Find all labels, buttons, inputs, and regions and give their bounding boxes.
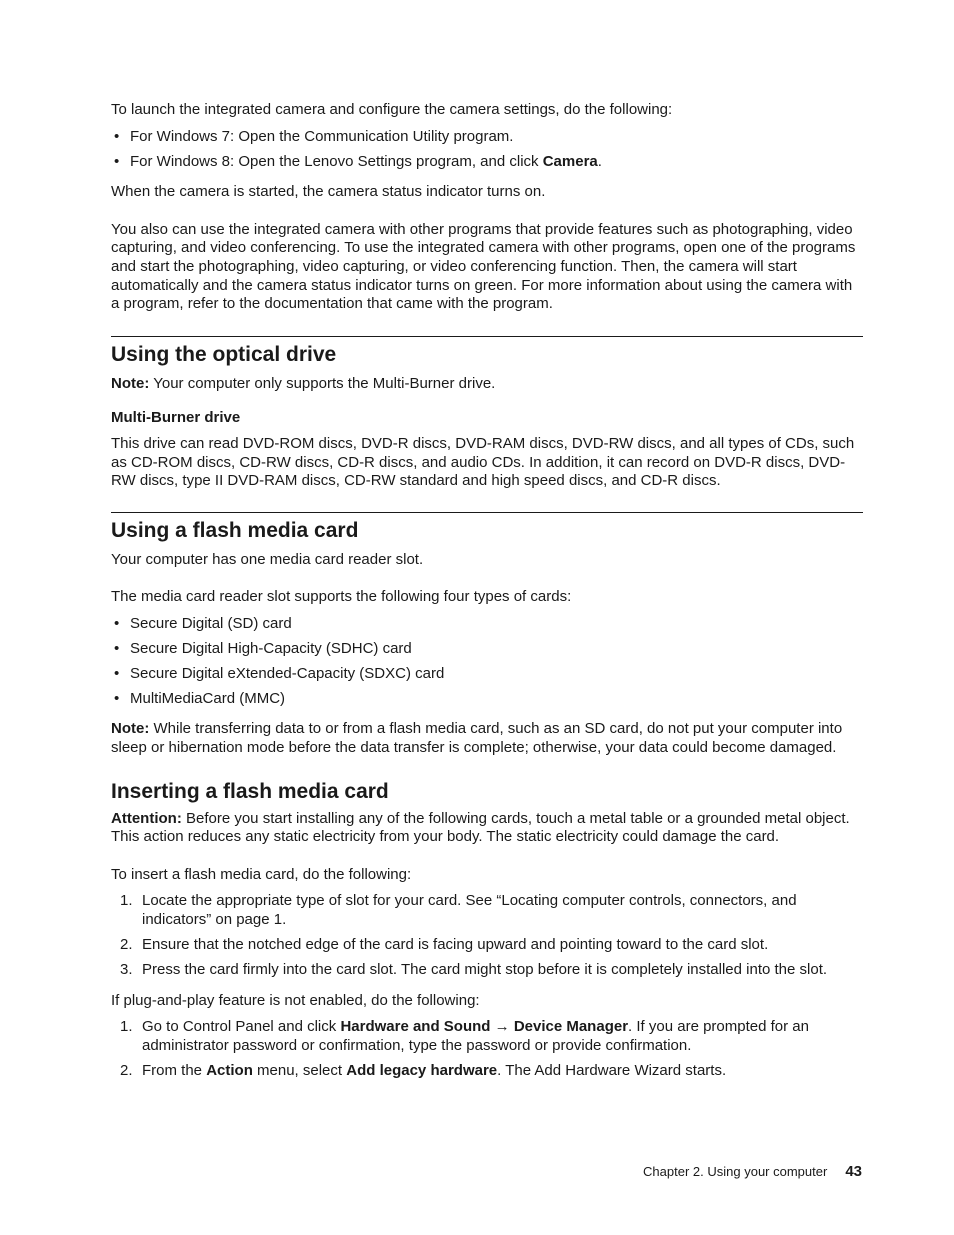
page-footer [643, 1163, 862, 1180]
list-item: 1. Locate the appropriate type of slot for your card. See “Locating computer controls, connectors, and indicators” on page 1. [120, 892, 797, 928]
list-item: • MultiMediaCard (MMC) [111, 690, 863, 709]
section-heading-optical-drive: Using the optical drive [111, 342, 337, 366]
pnp-steps-list [111, 1018, 863, 1080]
card-types-list [111, 615, 863, 709]
flash-note: Note: While transferring data to or from a flash media card, such as an SD card, do not put your computer into sleep or hibernation mode before the data transfer is complete; otherwise, your data could become damaged. [111, 720, 843, 757]
slot-paragraph: Your computer has one media card reader slot. [111, 550, 424, 568]
launch-paragraph: To launch the integrated camera and configure the camera settings, do the following: [111, 101, 673, 118]
list-item: 3. Press the card firmly into the card slot. The card might stop before it is completely installed into the slot. [120, 960, 828, 978]
list-item: • Secure Digital eXtended-Capacity (SDXC) card [111, 665, 863, 684]
list-item: • Secure Digital High-Capacity (SDHC) card [111, 640, 863, 659]
list-item: 1. Go to Control Panel and click Hardware and Sound → Device Manager. If you are prompted for an administrator password or confirmation, type the password or provide confirmation. [120, 1018, 809, 1054]
section-divider [111, 336, 863, 337]
subheading-multi-burner: Multi-Burner drive [111, 409, 241, 427]
insert-intro: To insert a flash media card, do the following: [111, 865, 412, 883]
camera-started-paragraph: When the camera is started, the camera status indicator turns on. [111, 183, 546, 201]
arrow-icon: → [490, 1018, 514, 1036]
supports-paragraph: The media card reader slot supports the following four types of cards: [111, 588, 572, 606]
section-divider [111, 512, 863, 513]
camera-programs-paragraph: You also can use the integrated camera with other programs that provide features such as photographing, video capturing, and video conferencing. To use the integrated camera with other programs, open one of the programs and start the photographing, video capturing, or video conferencing function. Then, the camera will start automatically and the camera status indicator turns on green. For more information about using the camera with a program, refer to the documentation that came with the program. [111, 220, 856, 313]
list-item: 2. Ensure that the notched edge of the card is facing upward and pointing toward to the card slot. [120, 935, 769, 953]
chapter-label: Chapter 2. Using your computer [643, 1164, 828, 1179]
insert-steps-list [111, 892, 863, 979]
document-page [111, 101, 863, 1087]
list-item: • For Windows 8: Open the Lenovo Settings program, and click Camera. [111, 153, 863, 172]
optical-note: Note: Your computer only supports the Multi-Burner drive. [111, 374, 496, 392]
list-item: • For Windows 7: Open the Communication Utility program. [111, 128, 863, 147]
page-number: 43 [845, 1163, 862, 1180]
pnp-intro: If plug-and-play feature is not enabled, do the following: [111, 991, 480, 1009]
camera-launch-list [111, 128, 863, 172]
attention-paragraph: Attention: Before you start installing any of the following cards, touch a metal table or a grounded metal object. This action reduces any static electricity from your body. The static electricity could damage the card. [111, 809, 850, 846]
multi-burner-paragraph: This drive can read DVD-ROM discs, DVD-R discs, DVD-RAM discs, DVD-RW discs, and all types of CDs, such as CD-ROM discs, CD-RW discs, CD-R discs, and audio CDs. In addition, it can record on DVD-R discs, DVD-RW discs, type II DVD-RAM discs, CD-RW standard and high speed discs, and CD-R discs. [111, 434, 855, 490]
list-item: 2. From the Action menu, select Add legacy hardware. The Add Hardware Wizard starts. [120, 1061, 727, 1079]
section-heading-inserting-card: Inserting a flash media card [111, 779, 389, 803]
section-heading-flash-card: Using a flash media card [111, 518, 359, 542]
list-item: • Secure Digital (SD) card [111, 615, 863, 634]
